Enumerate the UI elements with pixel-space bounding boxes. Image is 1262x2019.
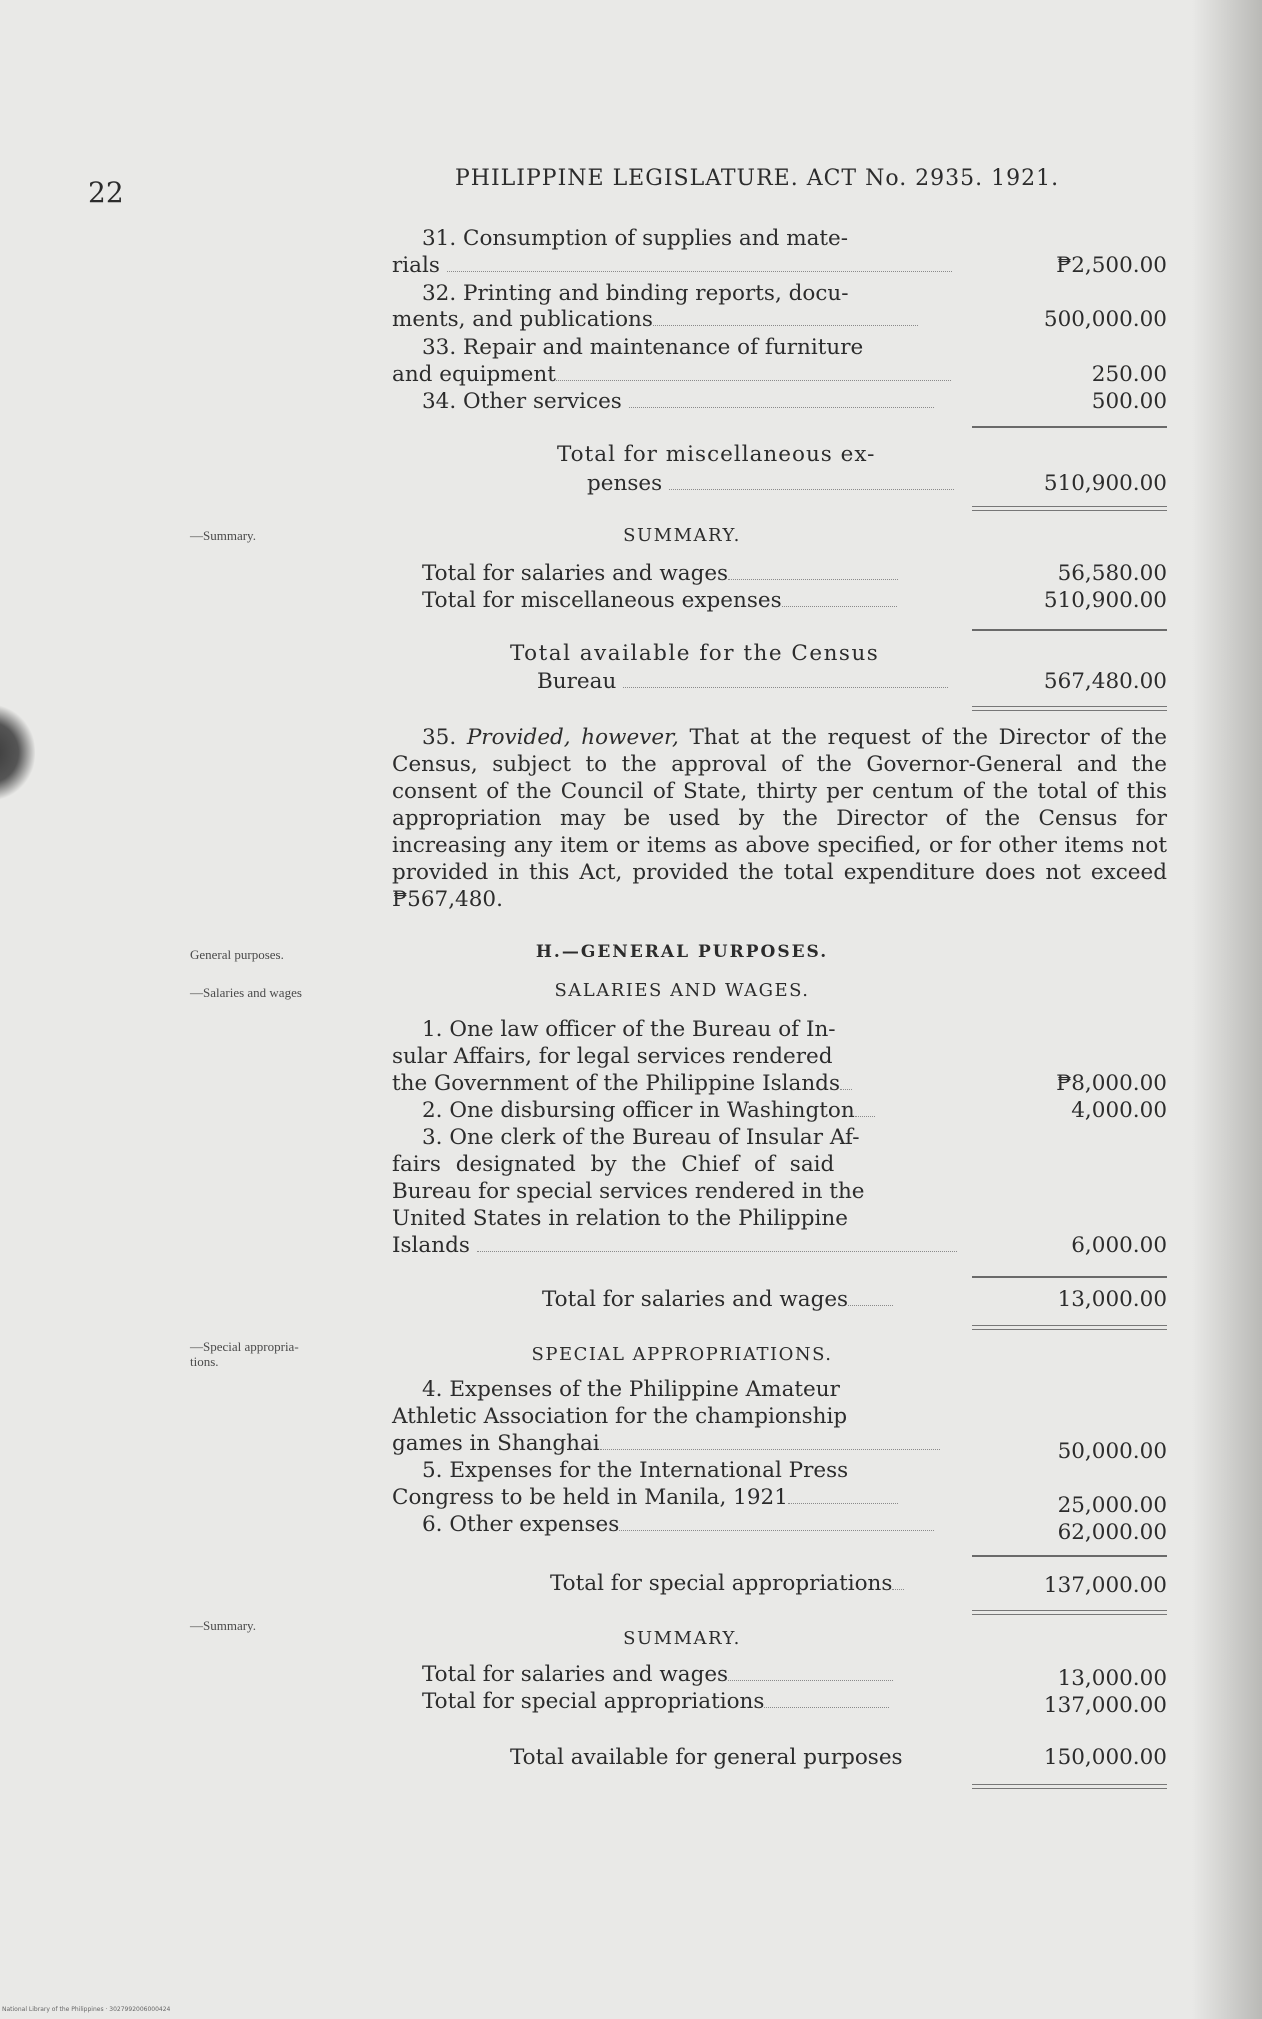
rule <box>972 629 1167 631</box>
proviso-paragraph: 35. Provided, however, That at the request of the Director of the Census, subject to the approval of the Governor-General and the consent of the Council of State, thirty per centum of the total of this appropriation may be used by the Director of the Census for increasing any item or items as above specified, or for other items not provided in this Act, provided the total expenditure does not exceed ₱567,480. <box>392 725 1168 912</box>
library-watermark: National Library of the Philippines · 3027992006000424 <box>2 2006 171 2013</box>
item-32-amount: 500,000.00 <box>1043 307 1167 332</box>
total-census-amount: 567,480.00 <box>1043 669 1167 694</box>
rule <box>972 1276 1167 1278</box>
double-rule <box>972 1610 1167 1615</box>
item-6-amount: 62,000.00 <box>1057 1520 1167 1545</box>
rule <box>972 426 1167 428</box>
rule <box>972 1555 1167 1557</box>
item-4-amount: 50,000.00 <box>1057 1439 1167 1464</box>
total-general-amount: 150,000.00 <box>1043 1745 1167 1770</box>
total-salaries-amount: 13,000.00 <box>1057 1287 1167 1312</box>
margin-note-summary: —Summary. <box>190 528 256 543</box>
margin-note-summary-2: —Summary. <box>190 1618 256 1633</box>
running-head: PHILIPPINE LEGISLATURE. ACT No. 2935. 1921. <box>455 166 1060 191</box>
double-rule <box>972 1784 1167 1789</box>
item-31-amount: ₱2,500.00 <box>1056 253 1167 278</box>
special-heading: SPECIAL APPROPRIATIONS. <box>531 1344 833 1365</box>
general-purposes-heading: H.—GENERAL PURPOSES. <box>535 942 829 962</box>
summary-2-heading: SUMMARY. <box>623 1628 741 1649</box>
scan-blot <box>0 705 35 800</box>
item-2-amount: 4,000.00 <box>1071 1098 1167 1123</box>
item-3-amount: 6,000.00 <box>1071 1233 1167 1258</box>
margin-note-special-appropriations: —Special appropria- tions. <box>190 1339 299 1369</box>
double-rule <box>972 506 1167 511</box>
item-33-amount: 250.00 <box>1091 362 1167 387</box>
total-misc-amount: 510,900.00 <box>1043 471 1167 496</box>
page-number: 22 <box>88 176 124 209</box>
salaries-heading: SALARIES AND WAGES. <box>554 980 810 1001</box>
double-rule <box>972 1325 1167 1330</box>
margin-note-salaries: —Salaries and wages <box>190 985 302 1000</box>
summary-heading: SUMMARY. <box>623 525 741 546</box>
item-34-amount: 500.00 <box>1091 389 1167 414</box>
margin-note-general-purposes: General purposes. <box>190 947 284 962</box>
double-rule <box>972 706 1167 711</box>
total-special-amount: 137,000.00 <box>1043 1573 1167 1598</box>
page-edge-shadow <box>1192 0 1262 2019</box>
item-1-amount: ₱8,000.00 <box>1056 1071 1167 1096</box>
item-5-amount: 25,000.00 <box>1057 1493 1167 1518</box>
